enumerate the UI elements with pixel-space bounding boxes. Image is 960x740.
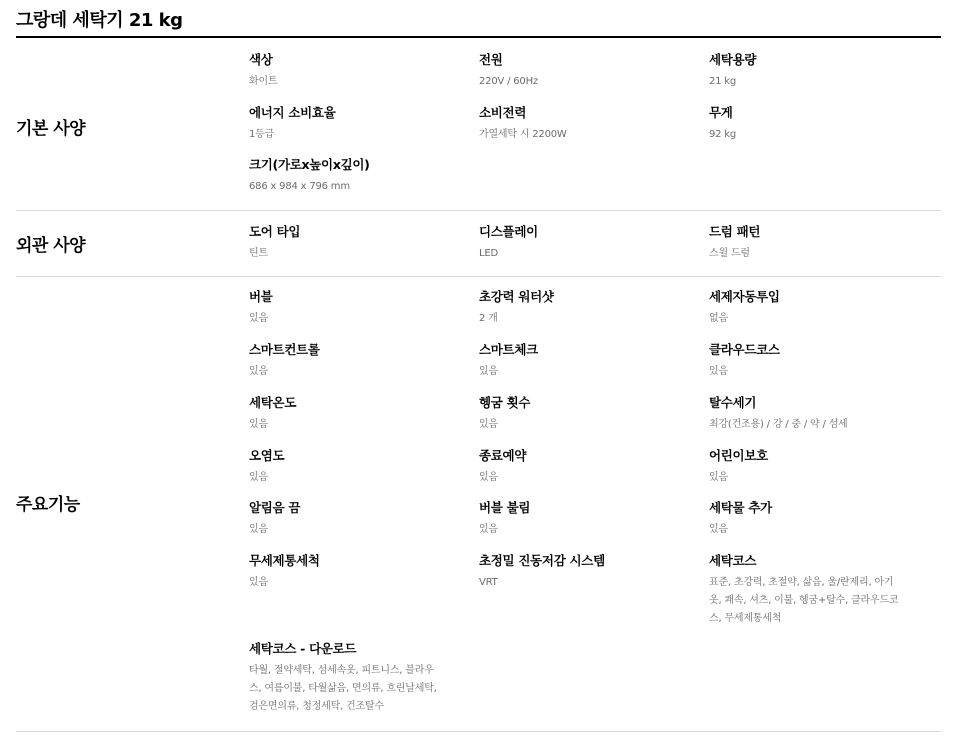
feature-label: 세탁코스 - 다운로드 <box>249 641 357 656</box>
feature-smart-control <box>249 342 459 381</box>
spec-drum-pattern <box>709 224 919 263</box>
page-header <box>16 0 941 38</box>
spec-label: 크기(가로x높이x깊이) <box>249 157 370 172</box>
feature-vibration-reduction <box>479 553 689 592</box>
spec-label: 전원 <box>479 52 503 67</box>
feature-label: 알림음 끔 <box>249 500 301 515</box>
spec-label: 세탁용량 <box>709 52 757 67</box>
feature-label: 오염도 <box>249 448 285 463</box>
spec-value: 화이트 <box>249 76 278 87</box>
spec-label: 도어 타입 <box>249 224 301 239</box>
section-key-features <box>16 277 941 732</box>
spec-label: 에너지 소비효율 <box>249 105 336 120</box>
feature-value: 표준, 초강력, 초절약, 삶음, 울/란제리, 아기옷, 쾌속, 셔츠, 이불, 헹굼+탈수, 클라우드코스, 무세제통세척 <box>709 577 899 624</box>
spec-value: 92 kg <box>709 129 737 140</box>
feature-label: 탈수세기 <box>709 395 757 410</box>
feature-value: 있음 <box>479 419 498 430</box>
feature-label: 무세제통세척 <box>249 553 320 568</box>
spec-power-consumption <box>479 105 689 144</box>
feature-value: 있음 <box>709 472 728 483</box>
feature-drum-clean <box>249 553 459 592</box>
feature-bubble <box>249 289 459 328</box>
spec-weight <box>709 105 919 144</box>
feature-soil-level <box>249 448 459 487</box>
spec-label: 소비전력 <box>479 105 527 120</box>
feature-value: 있음 <box>249 577 268 588</box>
feature-download-courses <box>249 641 459 716</box>
feature-value: 없음 <box>709 313 728 324</box>
feature-label: 세제자동투입 <box>709 289 780 304</box>
feature-label: 세탁온도 <box>249 395 297 410</box>
feature-value: 있음 <box>249 472 268 483</box>
feature-label: 세탁코스 <box>709 553 757 568</box>
spec-label: 무게 <box>709 105 733 120</box>
feature-value: 있음 <box>709 366 728 377</box>
feature-label: 버블 <box>249 289 273 304</box>
section-exterior-specs <box>16 211 941 277</box>
spec-value: 가열세탁 시 2200W <box>479 129 567 140</box>
feature-wash-courses <box>709 553 919 628</box>
feature-wash-temperature <box>249 395 459 434</box>
feature-rinse-count <box>479 395 689 434</box>
feature-auto-detergent <box>709 289 919 328</box>
spec-power <box>479 52 689 91</box>
feature-label: 헹굼 횟수 <box>479 395 531 410</box>
feature-child-lock <box>709 448 919 487</box>
feature-value: 있음 <box>709 524 728 535</box>
feature-bubble-soak <box>479 500 689 539</box>
feature-value: 최강(건조용) / 강 / 중 / 약 / 섬세 <box>709 419 848 430</box>
feature-value: 2 개 <box>479 313 498 324</box>
spec-display <box>479 224 689 263</box>
spec-label: 디스플레이 <box>479 224 538 239</box>
feature-value: 있음 <box>249 313 268 324</box>
section-basic-specs <box>16 38 941 211</box>
spec-value: 1등급 <box>249 129 275 140</box>
feature-end-reservation <box>479 448 689 487</box>
spec-dimensions <box>249 157 459 196</box>
feature-mute-sound <box>249 500 459 539</box>
spec-energy-efficiency <box>249 105 459 144</box>
feature-smart-check <box>479 342 689 381</box>
spec-value: LED <box>479 248 498 259</box>
feature-cloud-course <box>709 342 919 381</box>
feature-label: 어린이보호 <box>709 448 768 463</box>
feature-label: 버블 불림 <box>479 500 531 515</box>
feature-value: 있음 <box>249 366 268 377</box>
spec-label: 드럼 패턴 <box>709 224 761 239</box>
feature-value: 있음 <box>479 472 498 483</box>
product-title: 그랑데 세탁기 21 kg <box>16 10 183 31</box>
feature-label: 종료예약 <box>479 448 527 463</box>
spec-color <box>249 52 459 91</box>
feature-value: 있음 <box>479 524 498 535</box>
spec-label: 색상 <box>249 52 273 67</box>
feature-value: VRT <box>479 577 498 588</box>
feature-label: 초정밀 진동저감 시스템 <box>479 553 605 568</box>
feature-label: 클라우드코스 <box>709 342 780 357</box>
feature-label: 초강력 워터샷 <box>479 289 554 304</box>
feature-value: 있음 <box>249 419 268 430</box>
feature-add-laundry <box>709 500 919 539</box>
feature-label: 스마트컨트롤 <box>249 342 320 357</box>
section-title: 외관 사양 <box>16 236 86 256</box>
feature-value: 타월, 절약세탁, 섬세속옷, 피트니스, 블라우스, 여름이불, 타월삶음, 면의류, 흐린날세탁, 검은면의류, 청정세탁, 건조탈수 <box>249 665 437 712</box>
feature-spin-strength <box>709 395 919 434</box>
spec-value: 틴트 <box>249 248 268 259</box>
feature-label: 스마트체크 <box>479 342 538 357</box>
feature-water-shot <box>479 289 689 328</box>
spec-value: 스윌 드럼 <box>709 248 750 259</box>
spec-door-type <box>249 224 459 263</box>
feature-label: 세탁물 추가 <box>709 500 772 515</box>
spec-capacity <box>709 52 919 91</box>
spec-value: 21 kg <box>709 76 737 87</box>
section-title: 기본 사양 <box>16 119 86 139</box>
spec-value: 220V / 60Hz <box>479 76 538 87</box>
spec-value: 686 x 984 x 796 mm <box>249 181 350 192</box>
section-title: 주요기능 <box>16 495 80 515</box>
feature-value: 있음 <box>249 524 268 535</box>
feature-value: 있음 <box>479 366 498 377</box>
